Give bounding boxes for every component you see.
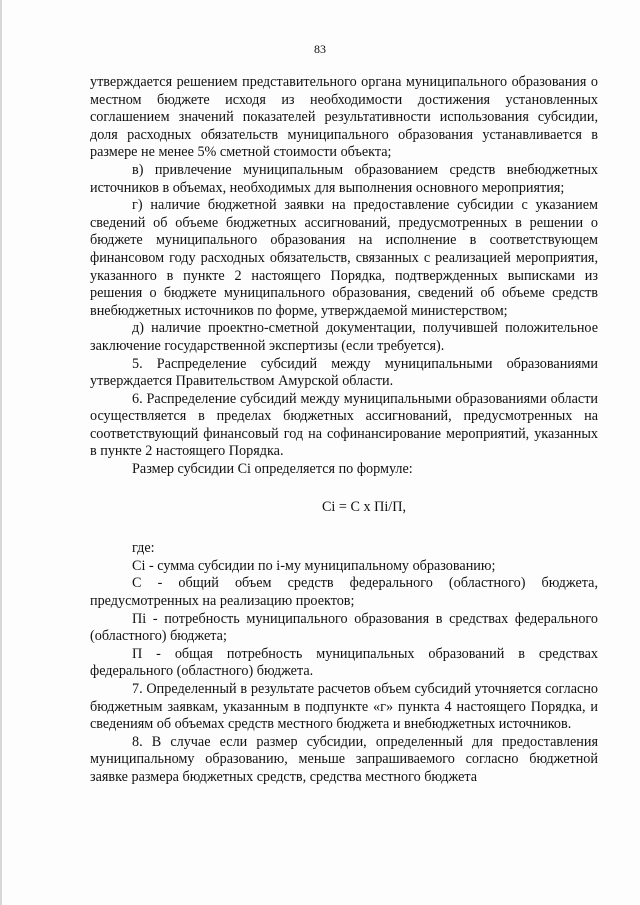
- paragraph-where: где:: [132, 540, 155, 557]
- definition-c: С - общий объем средств федерального (областного) бюджета, предусмотренных на реализацию проектов;: [90, 575, 598, 610]
- formula: Сi = С x Пi/П,: [321, 498, 407, 515]
- paragraph-formula-intro: Размер субсидии Сi определяется по формуле:: [132, 461, 413, 478]
- paragraph-clause-6: 6. Распределение субсидий между муниципальными образованиями области осуществляется в пределах бюджетных ассигнований, предусмотренных на соответствующий финансовый год на софинансирование мероприятий, указанных в пункте 2 настоящего Порядка.: [90, 390, 598, 460]
- paragraph-item-g: г) наличие бюджетной заявки на предоставление субсидии с указанием сведений об объеме бюджетных ассигнований, предусмотренных в решении о бюджете муниципального образования на исполнение в соответствующем финансовом году расходных обязательств, связанных с реализацией мероприятия, указанного в пункте 2 настоящего Порядка, подтвержденных выписками из решения о бюджете муниципального образования, сведений об объеме средств внебюджетных источников по форме, утверждаемой министерством;: [90, 197, 598, 319]
- paragraph-item-d: д) наличие проектно-сметной документации, получившей положительное заключение государственной экспертизы (если требуется).: [90, 320, 598, 354]
- definition-ci: Сi - сумма субсидии по i-му муниципальному образованию;: [132, 557, 496, 574]
- paragraph-clause-8: 8. В случае если размер субсидии, определенный для предоставления муниципальному образованию, меньше запрашиваемого согласно бюджетной заявке размера бюджетных средств, средства местного бюджета: [90, 733, 598, 785]
- paragraph-continuation: утверждается решением представительного органа муниципального образования о местном бюджете исходя из необходимости достижения установленных соглашением значений показателей результативности использования субсидии, доля расходных обязательств муниципального образования устанавливается в размере не менее 5% сметной стоимости объекта;: [90, 74, 598, 161]
- page-number: 83: [314, 42, 326, 56]
- definition-pi: Пi - потребность муниципального образования в средствах федерального (областного) бюджета;: [90, 610, 598, 645]
- document-body: [90, 74, 598, 787]
- paragraph-clause-5: 5. Распределение субсидий между муниципальными образованиями утверждается Правительством Амурской области.: [90, 355, 598, 390]
- paragraph-item-v: в) привлечение муниципальным образованием средств внебюджетных источников в объемах, необходимых для выполнения основного мероприятия;: [90, 161, 598, 196]
- scan-edge: [0, 0, 2, 905]
- paragraph-clause-7: 7. Определенный в результате расчетов объем субсидий уточняется согласно бюджетным заявкам, указанным в подпункте «г» пункта 4 настоящего Порядка, и сведениям об объемах средств местного бюджета и внебюджетных источников.: [90, 681, 598, 733]
- definition-p: П - общая потребность муниципальных образований в средствах федерального (областного) бюджета.: [90, 645, 598, 680]
